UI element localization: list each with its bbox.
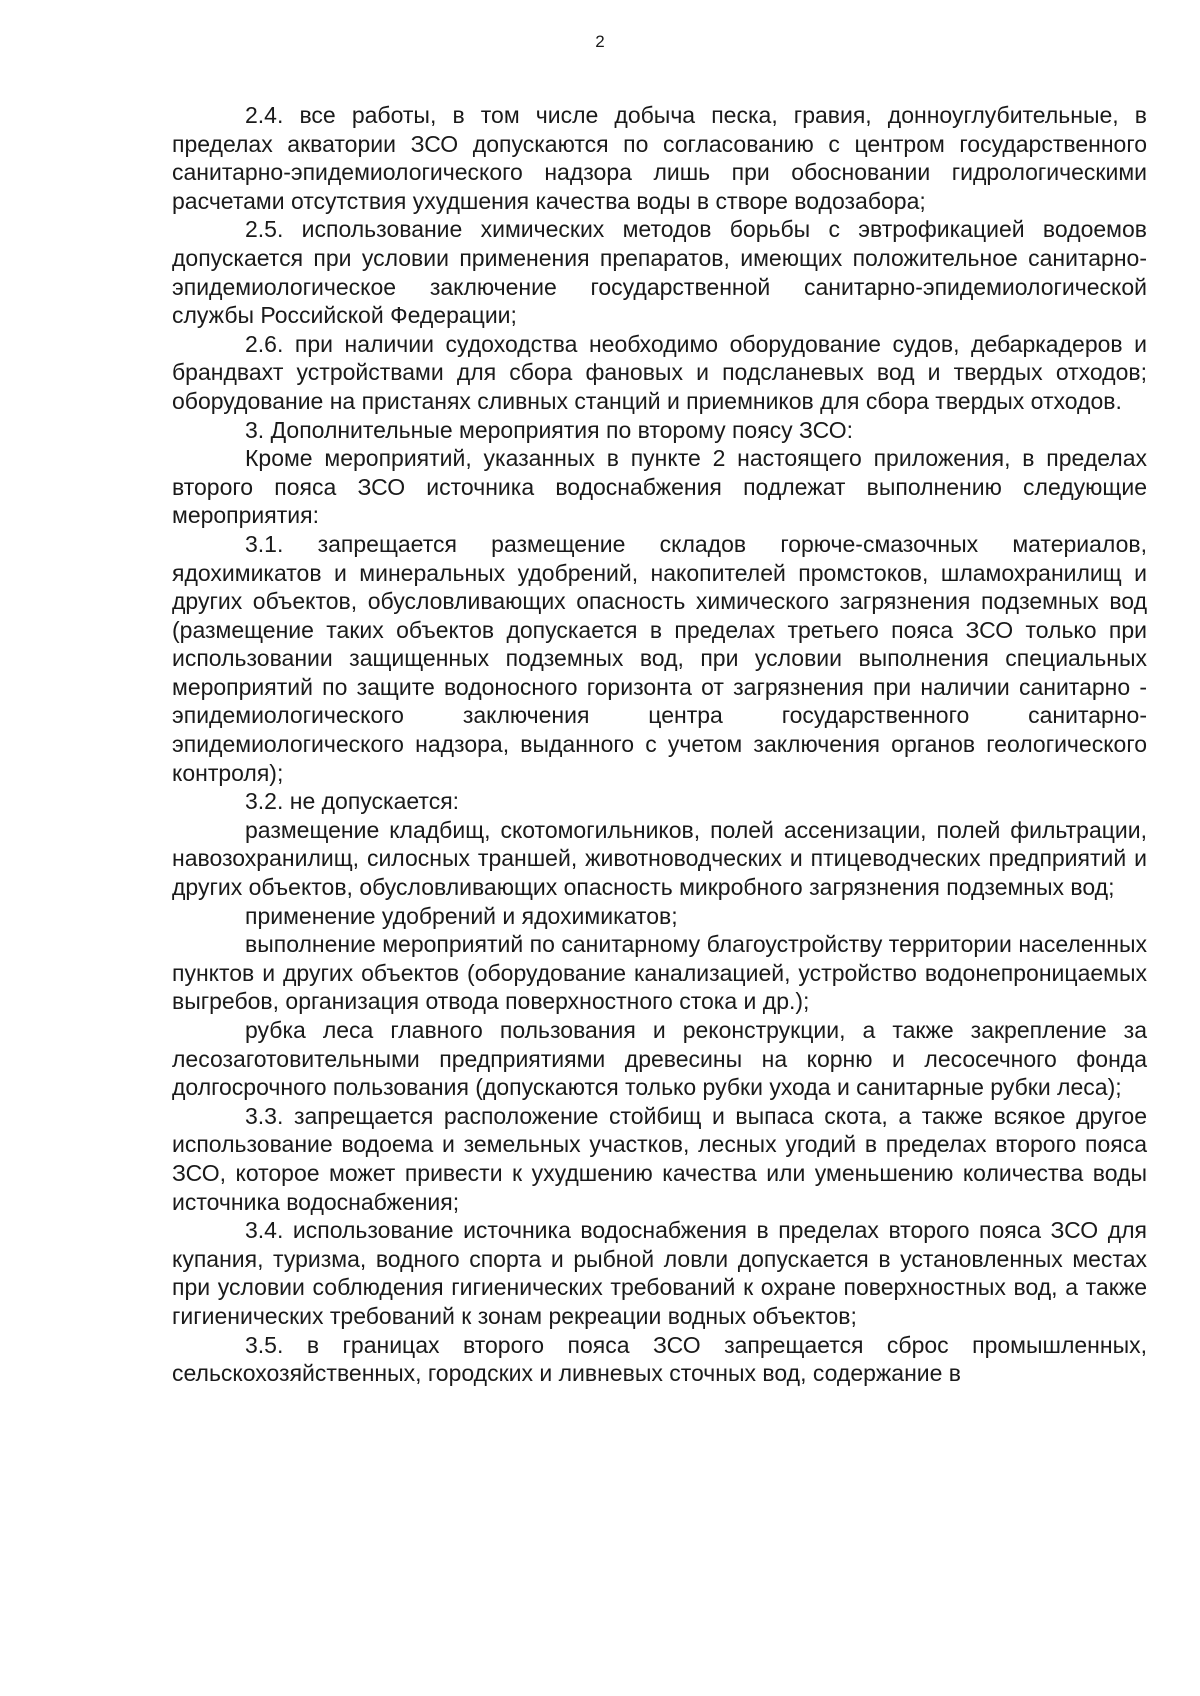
- paragraph-3-5: 3.5. в границах второго пояса ЗСО запрещается сброс промышленных, сельскохозяйственных, городских и ливневых сточных вод, содержание в: [172, 1331, 1147, 1387]
- paragraph-2-6: 2.6. при наличии судоходства необходимо оборудование судов, дебаркадеров и брандвахт устройствами для сбора фановых и подсланевых вод и твердых отходов; оборудование на пристанях сливных станций и приемников для сбора твердых отходов.: [172, 330, 1147, 414]
- paragraph-3-2-item-3: выполнение мероприятий по санитарному благоустройству территории населенных пунктов и других объектов (оборудование канализацией, устройство водонепроницаемых выгребов, организация отвода поверхностного стока и др.);: [172, 931, 1147, 1015]
- paragraph-3-2-item-1: размещение кладбищ, скотомогильников, полей ассенизации, полей фильтрации, навозохранилищ, силосных траншей, животноводческих и птицеводческих предприятий и других объектов, обусловливающих опасность микробного загрязнения подземных вод;: [172, 816, 1147, 901]
- paragraph-3-2-item-4: рубка леса главного пользования и реконструкции, а также закрепление за лесозаготовительными предприятиями древесины на корню и лесосечного фонда долгосрочного пользования (допускаются только рубки ухода и санитарные рубки леса);: [172, 1017, 1147, 1101]
- paragraph-3-4: 3.4. использование источника водоснабжения в пределах второго пояса ЗСО для купания, туризма, водного спорта и рыбной ловли допускается в установленных местах при условии соблюдения гигиенических требований к охране поверхностных вод, а также гигиенических требований к зонам рекреации водных объектов;: [172, 1217, 1147, 1329]
- paragraph-2-4: 2.4. все работы, в том числе добыча песка, гравия, донноуглубительные, в пределах акватории ЗСО допускаются по согласованию с центром государственного санитарно-эпидемиологического надзора лишь при обосновании гидрологическими расчетами отсутствия ухудшения качества воды в створе водозабора;: [172, 102, 1147, 214]
- paragraph-2-5: 2.5. использование химических методов борьбы с эвтрофикацией водоемов допускается при условии применения препаратов, имеющих положительное санитарно-эпидемиологическое заключение государственной санитарно-эпидемиологической службы Российской Федерации;: [172, 216, 1147, 329]
- paragraph-3-2-item-2: применение удобрений и ядохимикатов;: [245, 902, 678, 929]
- paragraph-3-3: 3.3. запрещается расположение стойбищ и выпаса скота, а также всякое другое использование водоема и земельных участков, лесных угодий в пределах второго пояса ЗСО, которое может привести к ухудшению качества или уменьшению количества воды источника водоснабжения;: [172, 1102, 1147, 1215]
- page-number: 2: [595, 32, 605, 51]
- paragraph-3-2: 3.2. не допускается:: [245, 788, 460, 815]
- document-body: [172, 101, 1147, 1388]
- paragraph-3-1: 3.1. запрещается размещение складов горюче-смазочных материалов, ядохимикатов и минеральных удобрений, накопителей промстоков, шламохранилищ и других объектов, обусловливающих опасность химического загрязнения подземных вод (размещение таких объектов допускается в пределах третьего пояса ЗСО только при использовании защищенных подземных вод, при условии выполнения специальных мероприятий по защите водоносного горизонта от загрязнения при наличии санитарно - эпидемиологического заключения центра государственного санитарно-эпидемиологического надзора, выданного с учетом заключения органов геологического контроля);: [172, 530, 1147, 786]
- paragraph-3-intro: Кроме мероприятий, указанных в пункте 2 настоящего приложения, в пределах второго пояса ЗСО источника водоснабжения подлежат выполнению следующие мероприятия:: [172, 445, 1147, 529]
- section-heading-3: 3. Дополнительные мероприятия по второму поясу ЗСО:: [245, 416, 854, 443]
